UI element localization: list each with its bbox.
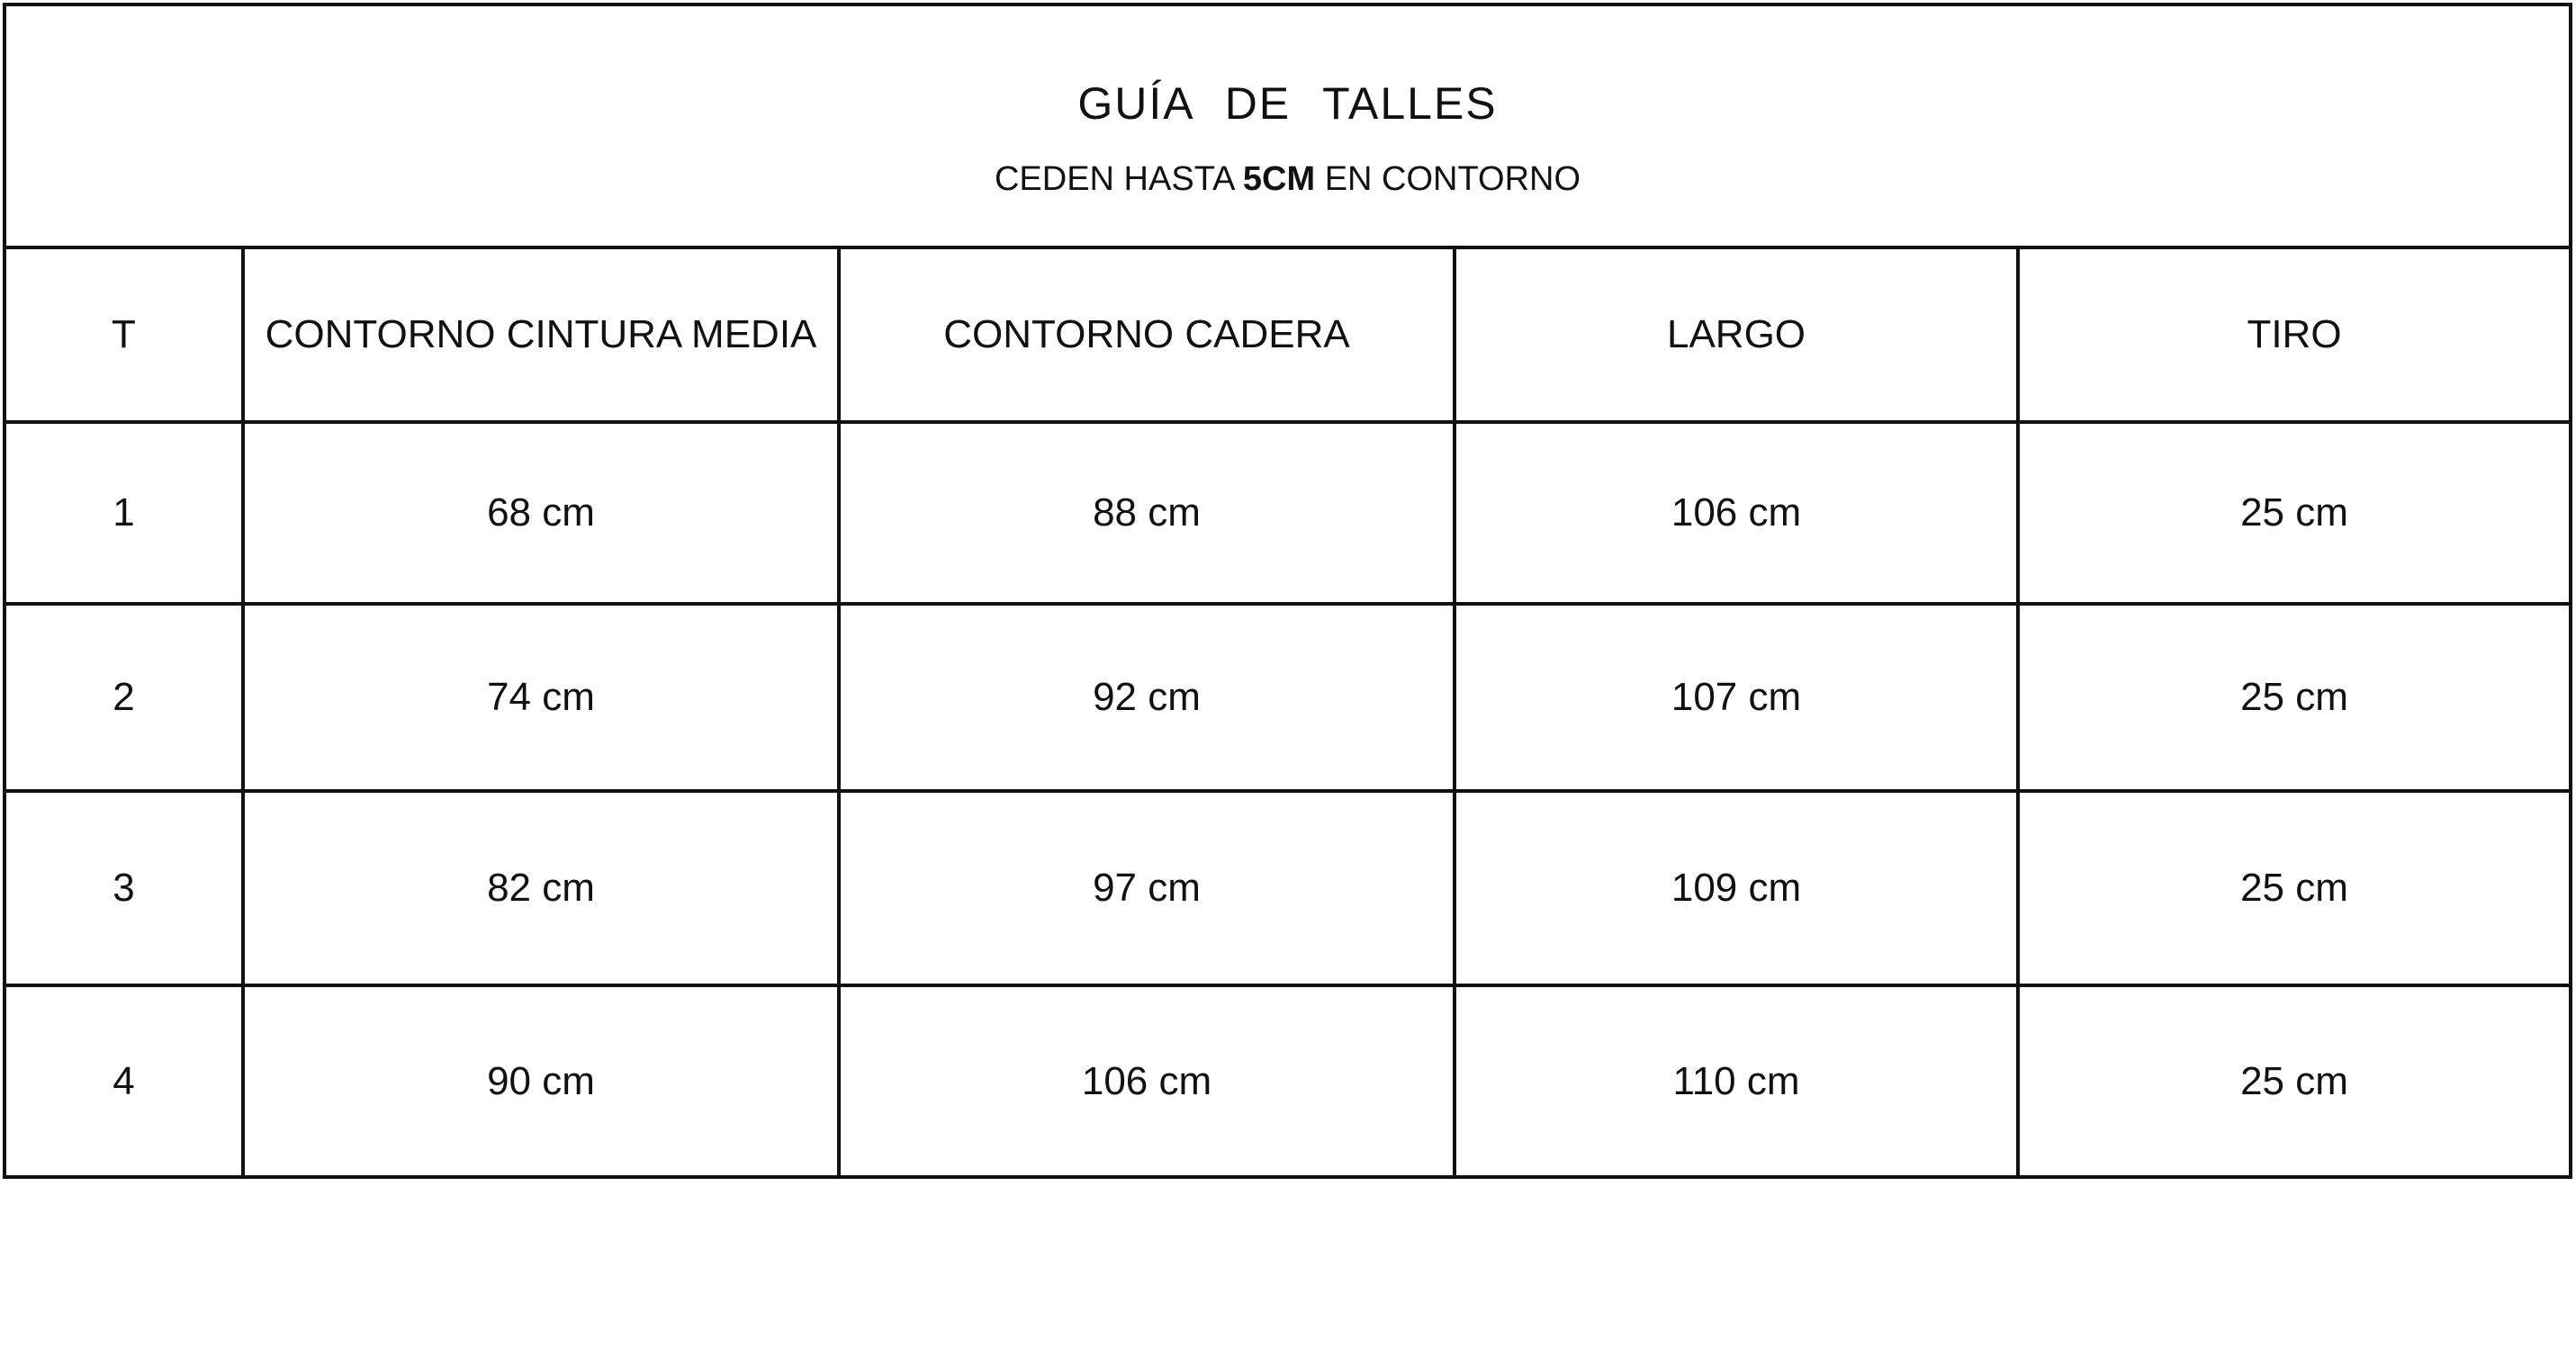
table-header-row (6, 249, 2569, 422)
subtitle-prefix: CEDEN HASTA (994, 160, 1243, 198)
table-row (6, 422, 2569, 604)
header-length: LARGO (1455, 249, 2018, 422)
cell-waist: 90 cm (243, 985, 839, 1176)
cell-waist: 68 cm (243, 422, 839, 604)
cell-hip: 88 cm (839, 422, 1455, 604)
table-row (6, 604, 2569, 791)
cell-rise: 25 cm (2018, 422, 2569, 604)
table-row (6, 791, 2569, 985)
cell-size: 2 (6, 604, 243, 791)
cell-hip: 97 cm (839, 791, 1455, 985)
subtitle-suffix: EN CONTORNO (1315, 160, 1581, 198)
cell-waist: 74 cm (243, 604, 839, 791)
cell-length: 107 cm (1455, 604, 2018, 791)
cell-length: 109 cm (1455, 791, 2018, 985)
header-waist: CONTORNO CINTURA MEDIA (243, 249, 839, 422)
header-rise: TIRO (2018, 249, 2569, 422)
cell-rise: 25 cm (2018, 985, 2569, 1176)
header-hip: CONTORNO CADERA (839, 249, 1455, 422)
cell-length: 106 cm (1455, 422, 2018, 604)
title-block (6, 6, 2569, 249)
cell-rise: 25 cm (2018, 791, 2569, 985)
size-table (6, 249, 2569, 1176)
subtitle-highlight: 5CM (1242, 160, 1316, 198)
cell-rise: 25 cm (2018, 604, 2569, 791)
cell-waist: 82 cm (243, 791, 839, 985)
cell-size: 1 (6, 422, 243, 604)
header-size: T (6, 249, 243, 422)
cell-size: 3 (6, 791, 243, 985)
cell-hip: 106 cm (839, 985, 1455, 1176)
cell-length: 110 cm (1455, 985, 2018, 1176)
cell-size: 4 (113, 1059, 135, 1103)
size-guide-sheet (3, 3, 2572, 1179)
cell-hip: 92 cm (839, 604, 1455, 791)
guide-subtitle (6, 157, 2569, 201)
table-row (6, 985, 2569, 1176)
guide-title: GUÍA DE TALLES (1077, 78, 1498, 129)
